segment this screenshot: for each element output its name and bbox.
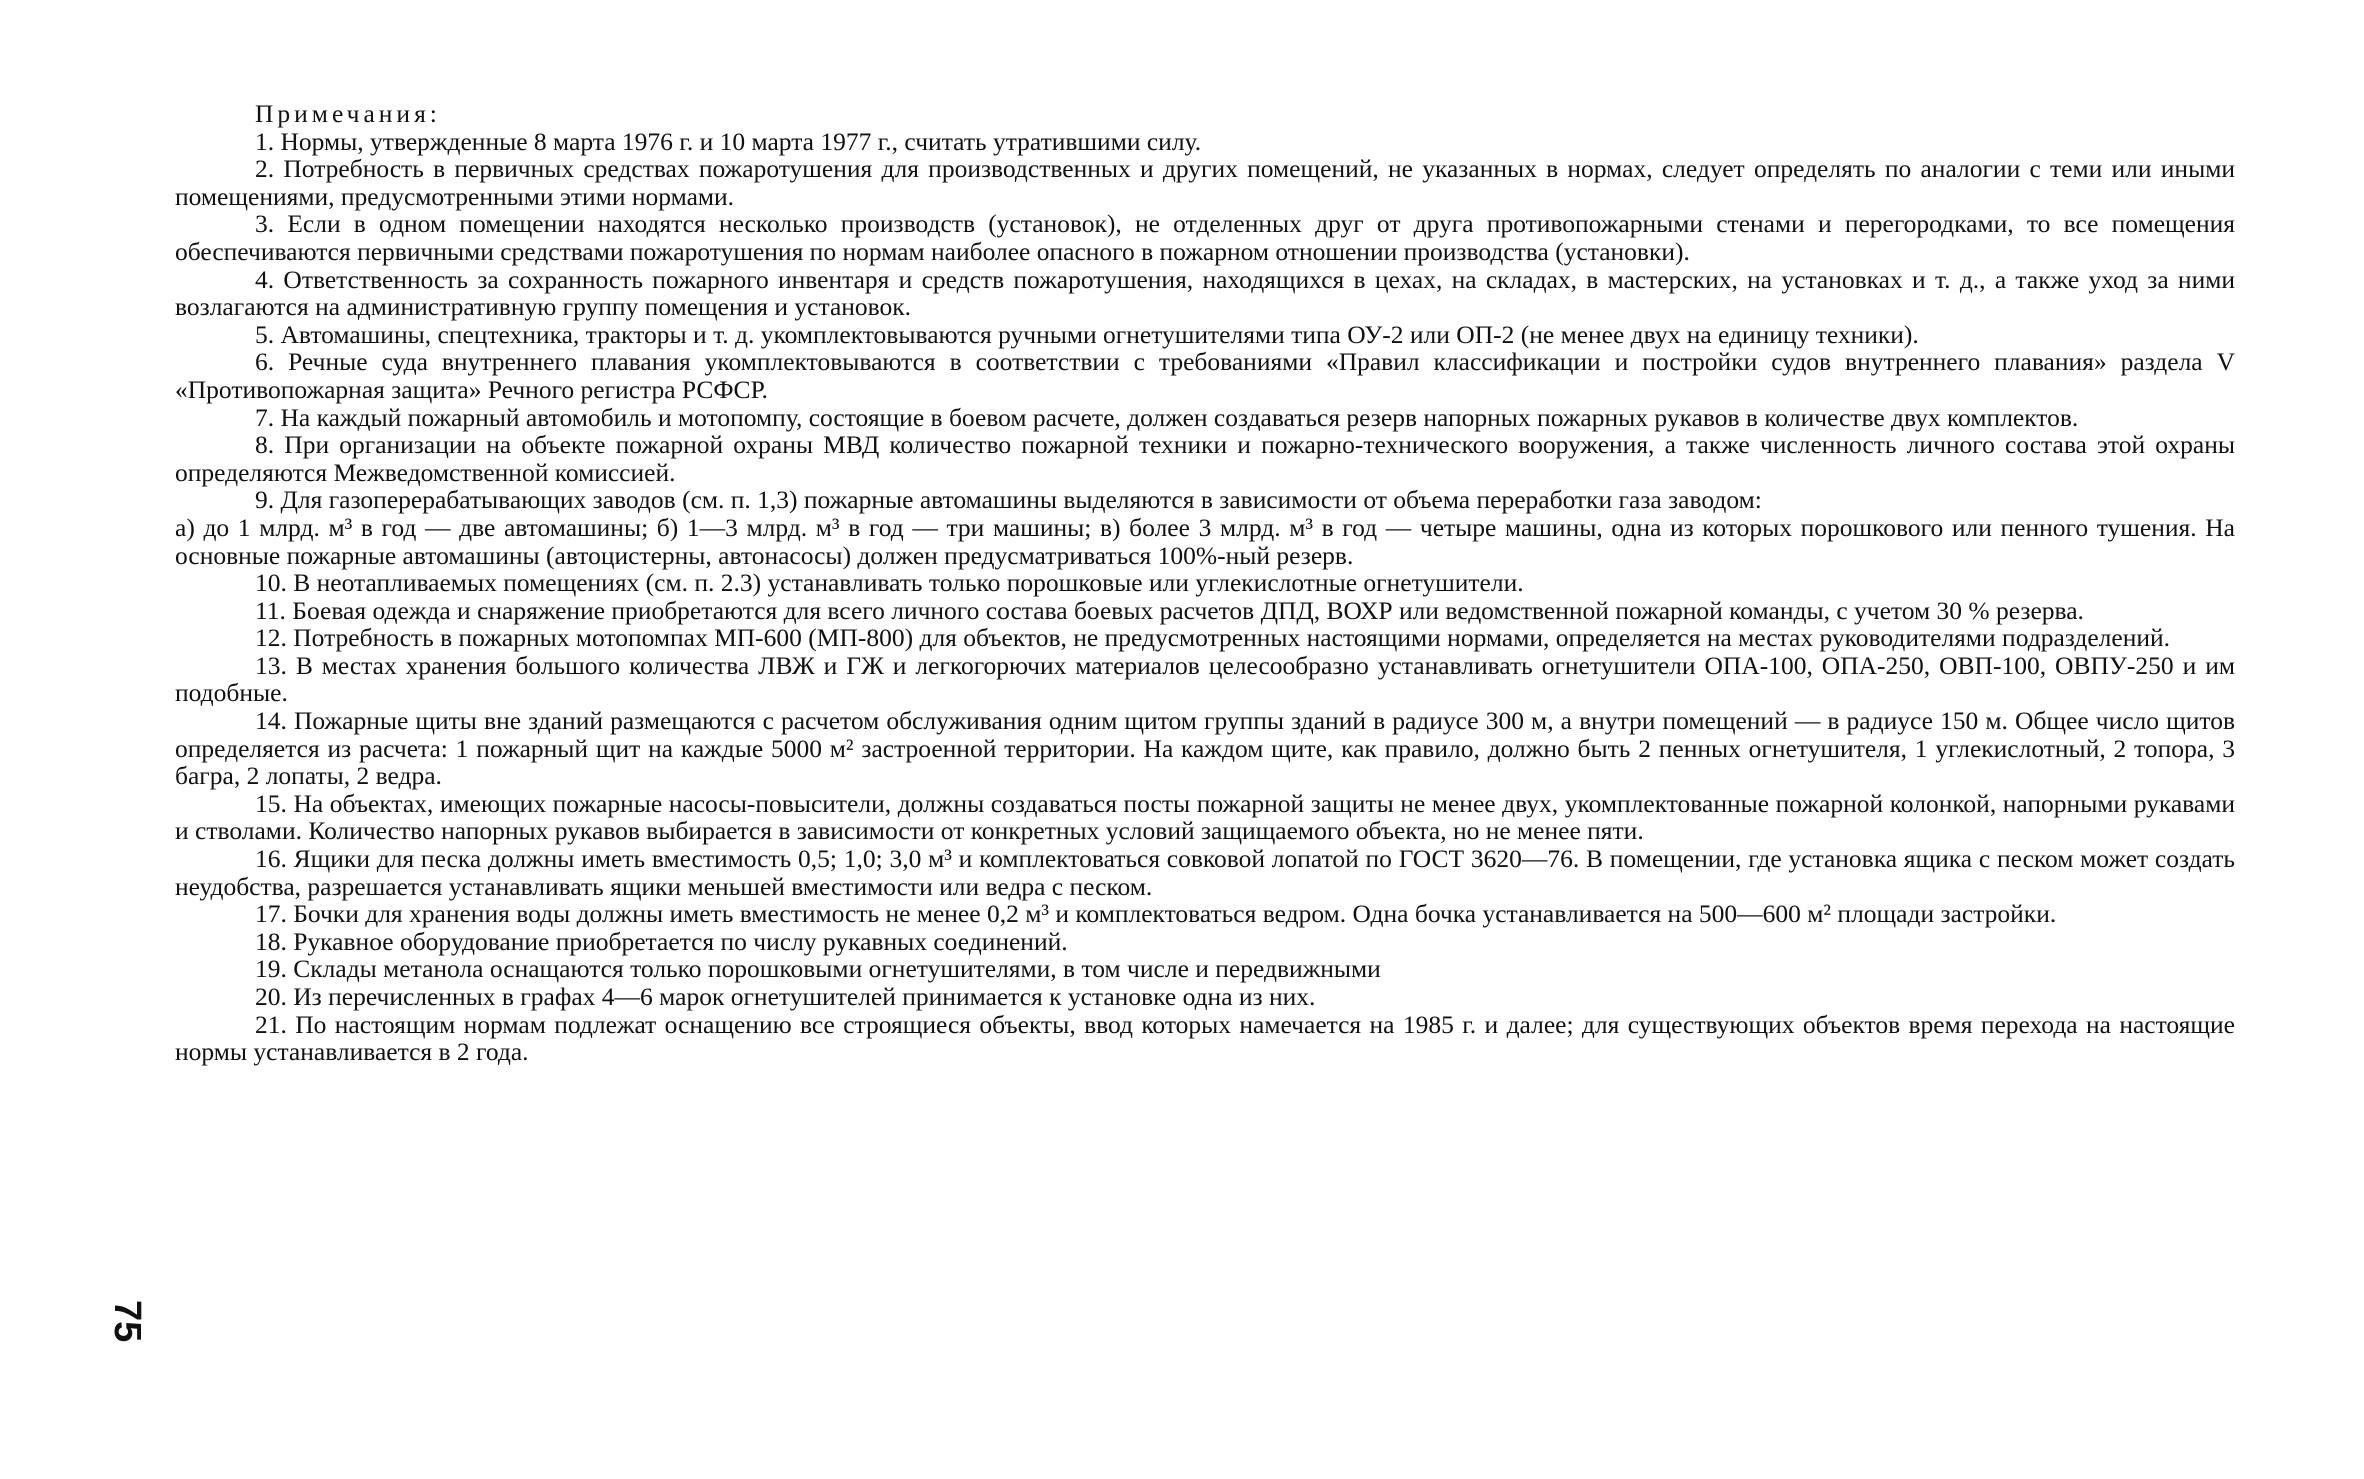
note-15: 15. На объектах, имеющих пожарные насосы-повысители, должны создаваться посты пожарной защиты не менее двух, укомплектованные пожарной колонкой, напорными рукавами и стволами. Количество напорных рукавов выбирается в зависимости от конкретных условий защищаемого объекта, но не менее пяти.: [175, 788, 2235, 846]
note-11: 11. Боевая одежда и снаряжение приобретаются для всего личного состава боевых расчетов ДПД, ВОХР или ведомственной пожарной команды, с учетом 30 % резерва.: [255, 595, 2084, 625]
note-3: 3. Если в одном помещении находятся несколько производств (установок), не отделенных друг от друга противопожарными стенами и перегородками, то все помещения обеспечиваются первичными средствами пожаротушения по нормам наиболее опасного в пожарном отношении производства (установки).: [175, 209, 2235, 266]
note-2: 2. Потребность в первичных средствах пожаротушения для производственных и других помещений, не указанных в нормах, следует определять по аналогии с теми или иными помещениями, предусмотренными этими нормами.: [175, 154, 2235, 211]
note-1: 1. Нормы, утвержденные 8 марта 1976 г. и 10 марта 1977 г., считать утратившими силу.: [255, 126, 1202, 156]
note-14: 14. Пожарные щиты вне зданий размещаются с расчетом обслуживания одним щитом группы зданий в радиусе 300 м, а внутри помещений — в радиусе 150 м. Общее число щитов определяется из расчета: 1 пожарный щит на каждые 5000 м² застроенной территории. На каждом щите, как правило, должно быть 2 пенных огнетушителя, 1 углекислотный, 2 топора, 3 багра, 2 лопаты, 2 ведра.: [175, 706, 2235, 791]
note-8: 8. При организации на объекте пожарной охраны МВД количество пожарной техники и пожарно-технического вооружения, а также численность личного состава этой охраны определяются Межведомственной комиссией.: [175, 430, 2235, 487]
note-12: 12. Потребность в пожарных мотопомпах МП-600 (МП-800) для объектов, не предусмотренных настоящими нормами, определяется на местах руководителями подразделений.: [255, 623, 2171, 653]
note-5: 5. Автомашины, спецтехника, тракторы и т. д. укомплектовываются ручными огнетушителями типа ОУ-2 или ОП-2 (не менее двух на единицу техники).: [255, 319, 1919, 349]
note-9-subitems: а) до 1 млрд. м³ в год — две автомашины; б) 1—3 млрд. м³ в год — три машины; в) более 3 млрд. м³ в год — четыре машины, одна из которых порошкового или пенного тушения. На основные пожарные автомашины (автоцистерны, автонасосы) должен предусматриваться 100%-ный резерв.: [175, 512, 2235, 570]
note-16: 16. Ящики для песка должны иметь вместимость 0,5; 1,0; 3,0 м³ и комплектоваться совковой лопатой по ГОСТ 3620—76. В помещении, где установка ящика с песком может создать неудобства, разрешается устанавливать ящики меньшей вместимости или ведра с песком.: [175, 844, 2235, 901]
note-20: 20. Из перечисленных в графах 4—6 марок огнетушителей принимается к установке одна из них.: [255, 982, 1316, 1011]
notes-block: [175, 100, 2235, 1066]
note-19: 19. Склады метанола оснащаются только порошковыми огнетушителями, в том числе и передвижными: [255, 954, 1381, 984]
note-18: 18. Рукавное оборудование приобретается по числу рукавных соединений.: [255, 926, 1068, 956]
note-17: 17. Бочки для хранения воды должны иметь вместимость не менее 0,2 м³ и комплектоваться ведром. Одна бочка устанавливается на 500—600 м² площади застройки.: [255, 899, 2057, 929]
note-10: 10. В неотапливаемых помещениях (см. п. 2.3) устанавливать только порошковые или углекислотные огнетушители.: [255, 568, 1524, 598]
note-9: 9. Для газоперерабатывающих заводов (см. п. 1,3) пожарные автомашины выделяются в зависимости от объема переработки газа заводом:: [255, 485, 1762, 515]
note-21: 21. По настоящим нормам подлежат оснащению все строящиеся объекты, ввод которых намечается на 1985 г. и далее; для существующих объектов время перехода на настоящие нормы устанавливается в 2 года.: [175, 1009, 2235, 1067]
note-4: 4. Ответственность за сохранность пожарного инвентаря и средств пожаротушения, находящихся в цехах, на складах, в мастерских, на установках и т. д., а также уход за ними возлагаются на административную группу помещения и установок.: [175, 264, 2235, 322]
notes-heading: Примечания:: [255, 99, 441, 128]
page-number: 75: [106, 1300, 148, 1343]
note-6: 6. Речные суда внутреннего плавания укомплектовываются в соответствии с требованиями «Правил классификации и постройки судов внутреннего плавания» раздела V «Противопожарная защита» Речного регистра РСФСР.: [175, 347, 2235, 404]
note-13: 13. В местах хранения большого количества ЛВЖ и ГЖ и легкогорючих материалов целесообразно устанавливать огнетушители ОПА-100, ОПА-250, ОВП-100, ОВПУ-250 и им подобные.: [175, 650, 2235, 708]
note-7: 7. На каждый пожарный автомобиль и мотопомпу, состоящие в боевом расчете, должен создаваться резерв напорных пожарных рукавов в количестве двух комплектов.: [255, 402, 2079, 432]
